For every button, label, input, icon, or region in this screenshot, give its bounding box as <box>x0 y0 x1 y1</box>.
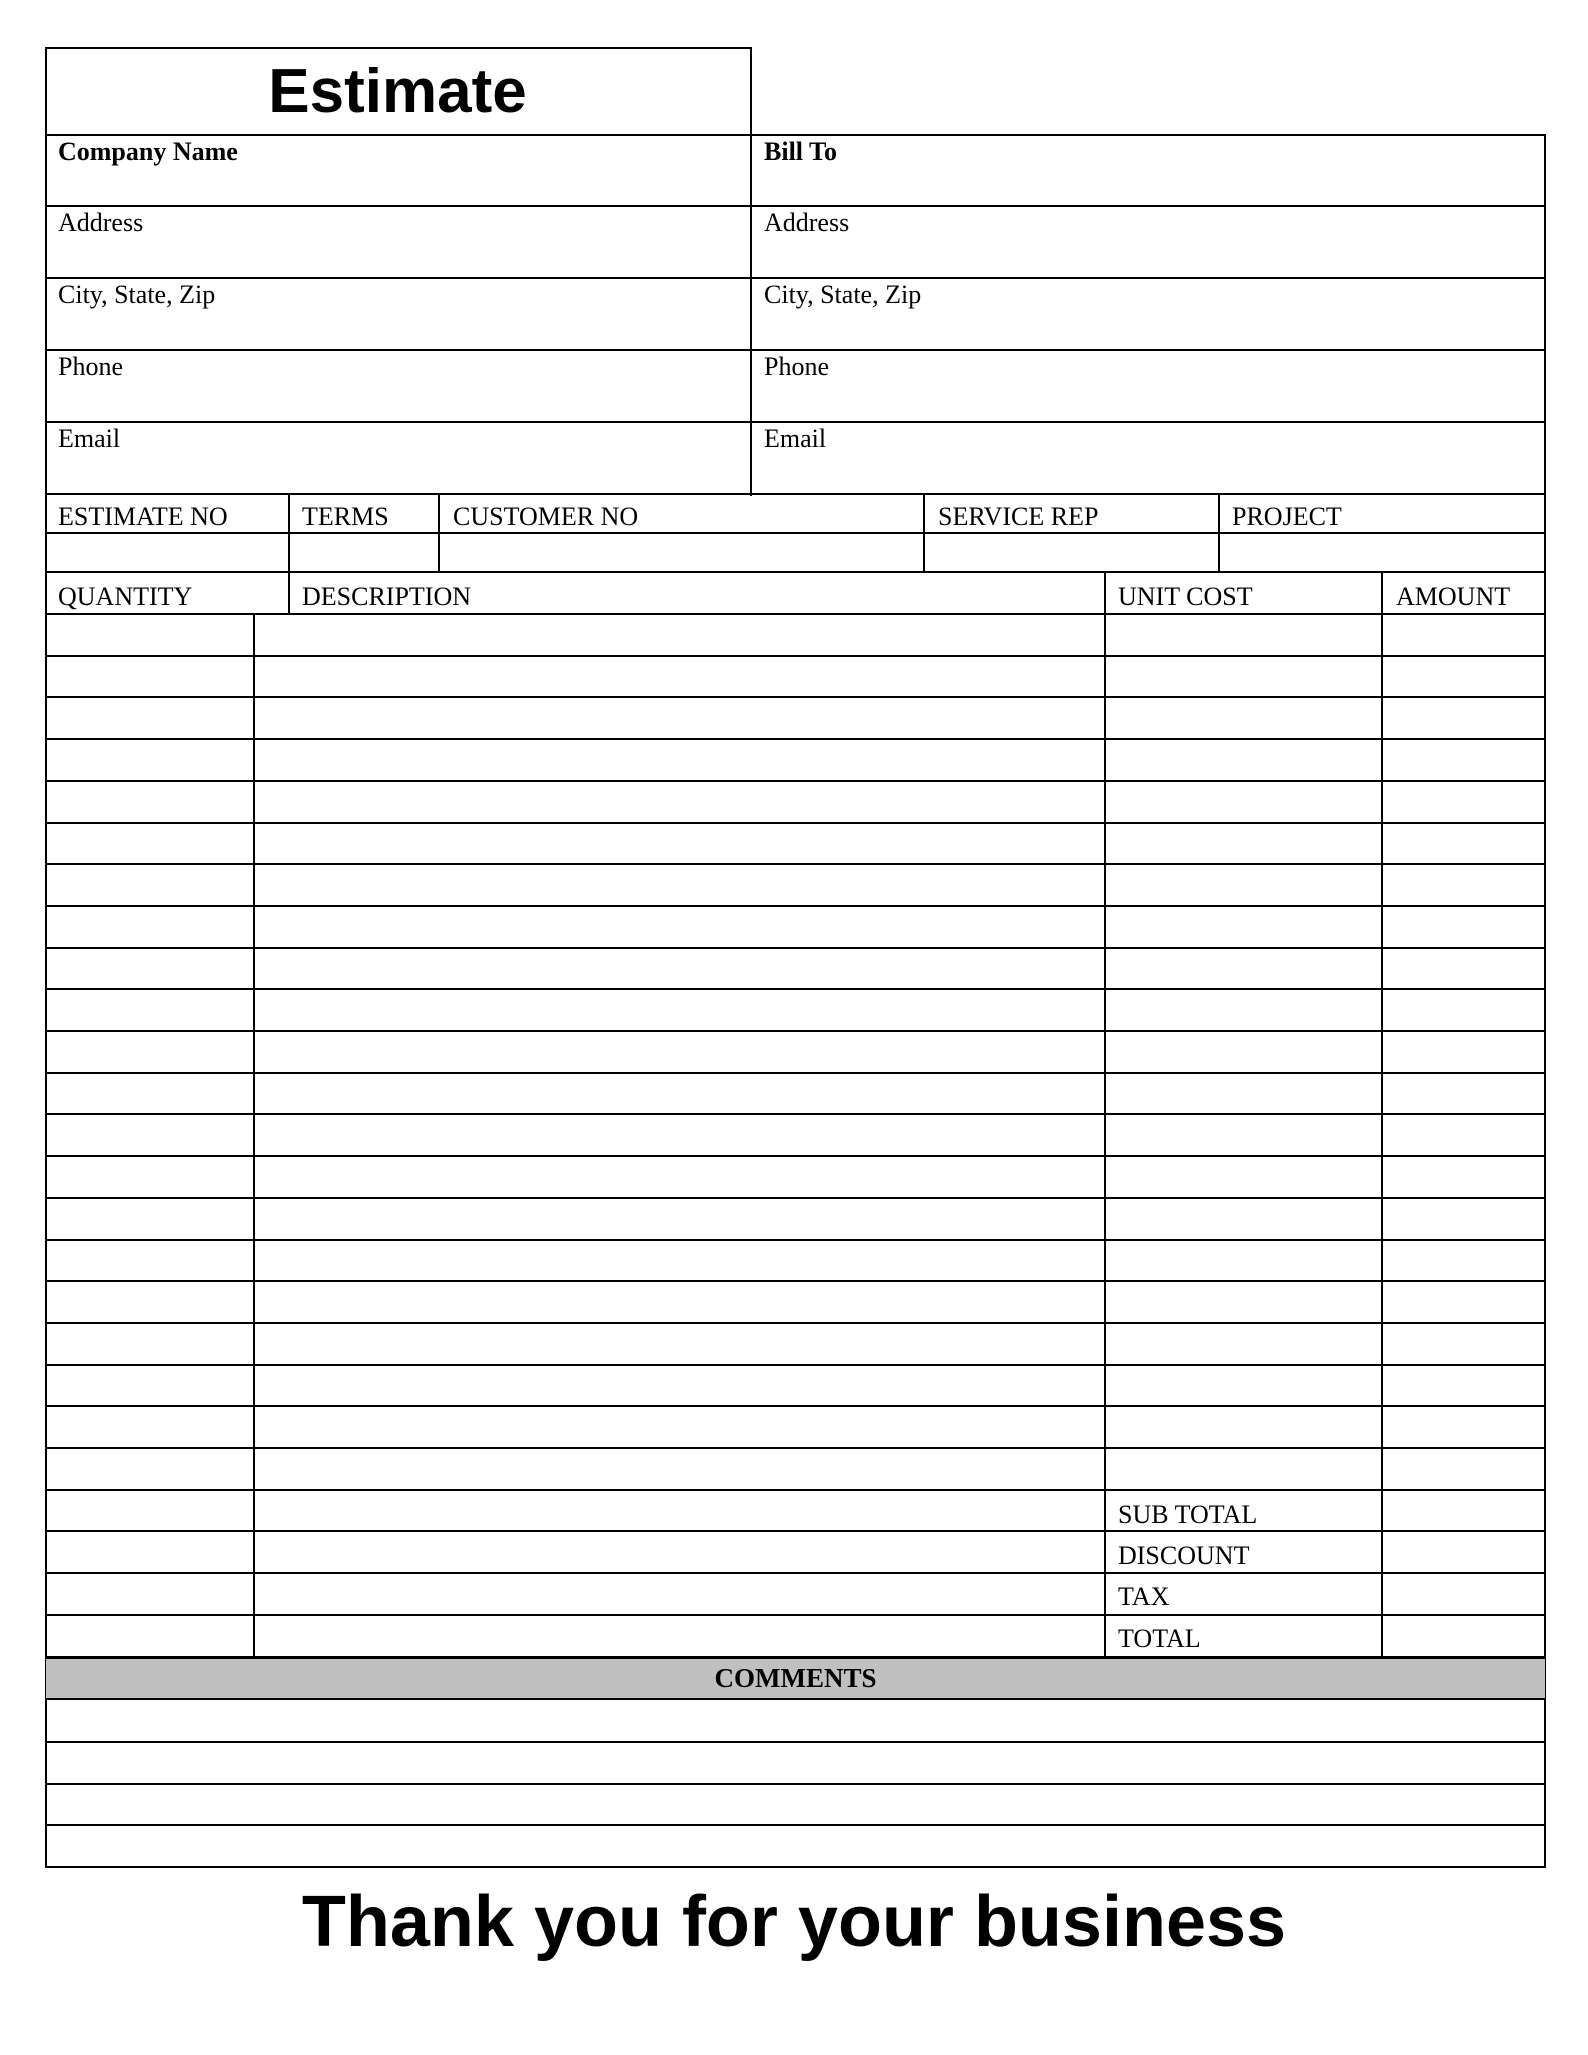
item-row[interactable] <box>47 740 1544 779</box>
bill-to-phone-label: Phone <box>764 352 829 381</box>
item-row[interactable] <box>47 1199 1544 1238</box>
item-row[interactable] <box>47 907 1544 946</box>
company-email-label: Email <box>58 424 121 453</box>
row-divider <box>45 1614 1546 1616</box>
company-name-label: Company Name <box>58 137 238 166</box>
item-row[interactable] <box>47 1449 1544 1488</box>
comments-top-border <box>45 1657 1546 1659</box>
item-row[interactable] <box>47 949 1544 988</box>
item-row[interactable] <box>47 1074 1544 1113</box>
item-row[interactable] <box>47 1324 1544 1363</box>
quantity-header: QUANTITY <box>58 582 193 611</box>
item-row[interactable] <box>47 698 1544 737</box>
company-phone-label: Phone <box>58 352 123 381</box>
tax-label: TAX <box>1118 1582 1170 1611</box>
subtotal-label: SUB TOTAL <box>1118 1500 1258 1529</box>
terms-field[interactable] <box>290 534 437 570</box>
comment-line[interactable] <box>47 1826 1544 1864</box>
comment-line[interactable] <box>47 1785 1544 1823</box>
item-row[interactable] <box>47 824 1544 863</box>
item-row[interactable] <box>47 615 1544 654</box>
item-row[interactable] <box>47 1407 1544 1446</box>
row-divider <box>45 1489 1546 1491</box>
customer-no-field[interactable] <box>440 534 922 570</box>
thank-you-footer: Thank you for your business <box>301 1882 1287 1962</box>
item-row[interactable] <box>47 1241 1544 1280</box>
discount-label: DISCOUNT <box>1118 1541 1250 1570</box>
item-row[interactable] <box>47 782 1544 821</box>
document-title: Estimate <box>268 57 527 126</box>
bill-to-city-label: City, State, Zip <box>764 280 922 309</box>
comments-label: COMMENTS <box>714 1663 877 1693</box>
comments-bar-bottom-border <box>45 1698 1546 1700</box>
amount-header: AMOUNT <box>1396 582 1511 611</box>
comment-line[interactable] <box>47 1701 1544 1739</box>
item-row[interactable] <box>47 1282 1544 1321</box>
project-header: PROJECT <box>1232 502 1342 531</box>
comment-line[interactable] <box>47 1743 1544 1781</box>
bill-to-address-label: Address <box>764 208 850 237</box>
customer-no-header: CUSTOMER NO <box>453 502 639 531</box>
description-header: DESCRIPTION <box>302 582 472 611</box>
estimate-no-header: ESTIMATE NO <box>58 502 228 531</box>
item-row[interactable] <box>47 865 1544 904</box>
service-rep-header: SERVICE REP <box>938 502 1099 531</box>
item-row[interactable] <box>47 1157 1544 1196</box>
item-row[interactable] <box>47 990 1544 1029</box>
item-row[interactable] <box>47 657 1544 696</box>
service-rep-field[interactable] <box>925 534 1217 570</box>
item-row[interactable] <box>47 1366 1544 1405</box>
estimate-no-field[interactable] <box>47 534 287 570</box>
company-city-label: City, State, Zip <box>58 280 216 309</box>
item-row[interactable] <box>47 1032 1544 1071</box>
total-label: TOTAL <box>1118 1624 1201 1653</box>
bill-to-label: Bill To <box>764 137 837 166</box>
row-divider <box>45 1530 1546 1532</box>
unit-cost-header: UNIT COST <box>1118 582 1253 611</box>
row-divider <box>45 1572 1546 1574</box>
terms-header: TERMS <box>302 502 389 531</box>
item-row[interactable] <box>47 1115 1544 1154</box>
company-address-label: Address <box>58 208 144 237</box>
bill-to-email-label: Email <box>764 424 827 453</box>
project-field[interactable] <box>1220 534 1543 570</box>
comment-row-divider <box>45 1866 1546 1868</box>
